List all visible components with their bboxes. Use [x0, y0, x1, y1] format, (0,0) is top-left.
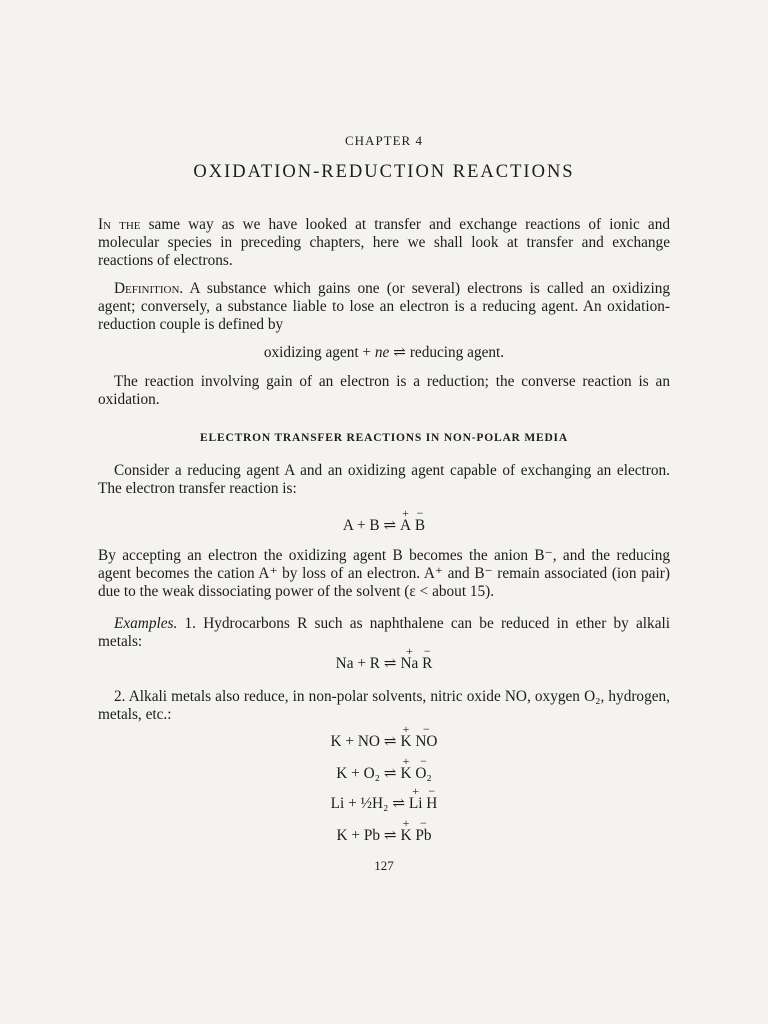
minus-charge-mark: −	[420, 816, 427, 830]
intro-lead: In the	[98, 216, 141, 233]
plus-charge-mark: +	[402, 506, 409, 520]
equation-k-pb-anion-symbol: Pb	[415, 827, 432, 844]
equation-k-pb-cation-symbol: K	[400, 827, 412, 844]
equation-li-h-anion	[426, 784, 438, 813]
page-number: 127	[374, 858, 394, 873]
equation-a-b-cation	[400, 506, 412, 535]
equation-k-o2-cation	[400, 754, 412, 783]
equation-k-no-cation	[400, 722, 412, 751]
equation-k-o2	[0, 754, 768, 783]
equation-a-b-cation-symbol: A	[400, 517, 412, 534]
reaction-paragraph: The reaction involving gain of an electron is a reduction; the converse reaction is an oxidation.	[98, 373, 670, 408]
equation-li-h-anion-symbol: H	[426, 795, 438, 812]
equation-na-r-cation-symbol: Na	[400, 655, 419, 672]
equation-k-o2-anion	[415, 754, 432, 783]
equation-k-o2-cation-symbol: K	[400, 765, 412, 782]
equation-na-r-anion	[422, 644, 433, 673]
examples-paragraph	[98, 615, 670, 651]
equation-li-h	[0, 784, 768, 813]
chapter-label: CHAPTER 4	[345, 133, 423, 148]
minus-charge-mark: −	[423, 644, 431, 658]
minus-charge-mark: −	[416, 506, 424, 520]
plus-charge-mark: +	[402, 722, 410, 736]
minus-charge-mark: −	[428, 784, 436, 798]
equation-k-no-anion-symbol: NO	[415, 733, 438, 750]
couple-equation-right: reducing agent.	[409, 344, 505, 361]
equation-a-b-anion	[414, 506, 426, 535]
equation-li-h-lhs: Li + ½H₂ ⇌	[330, 795, 409, 812]
plus-charge-mark: +	[412, 784, 420, 798]
equation-a-b	[0, 506, 768, 535]
consider-paragraph: Consider a reducing agent A and an oxidizing agent capable of exchanging an electron. The electron transfer reaction is:	[98, 462, 670, 497]
minus-charge-mark: −	[422, 722, 430, 736]
plus-charge-mark: +	[405, 644, 413, 658]
equation-a-b-lhs: A + B ⇌	[342, 517, 401, 534]
chapter-title: OXIDATION-REDUCTION REACTIONS	[193, 162, 575, 182]
intro-paragraph	[98, 216, 670, 270]
equation-li-h-cation	[408, 784, 423, 813]
definition-paragraph	[98, 280, 670, 334]
equation-na-r-lhs: Na + R ⇌	[335, 655, 401, 672]
equation-na-r	[0, 644, 768, 673]
section-heading: ELECTRON TRANSFER REACTIONS IN NON-POLAR MEDIA	[200, 432, 568, 444]
equation-na-r-cation	[400, 644, 419, 673]
couple-equation	[0, 343, 768, 362]
plus-charge-mark: +	[402, 816, 410, 830]
equation-k-no	[0, 722, 768, 751]
equation-k-no-lhs: K + NO ⇌	[330, 733, 401, 750]
equation-a-b-anion-symbol: B	[414, 517, 426, 534]
equation-na-r-anion-symbol: R	[422, 655, 433, 672]
examples-text: 1. Hydrocarbons R such as naphthalene can be reduced in ether by alkali metals:	[98, 615, 670, 650]
minus-charge-mark: −	[420, 754, 427, 768]
accepting-paragraph: By accepting an electron the oxidizing agent B becomes the anion B⁻, and the reducing agent becomes the cation A⁺ by loss of an electron. A⁺ and B⁻ remain associated (ion pair) due to the weak dissociating power of the solvent (ε < about 15).	[98, 547, 670, 600]
equation-k-pb	[0, 816, 768, 845]
couple-equation-left: oxidizing agent +	[263, 344, 375, 361]
couple-equation-ne: ne	[374, 344, 390, 361]
equation-li-h-cation-symbol: Li	[408, 795, 423, 812]
couple-equation-arrow: ⇌	[389, 344, 410, 361]
plus-charge-mark: +	[402, 754, 410, 768]
equation-k-o2-lhs: K + O₂ ⇌	[336, 765, 401, 782]
examples-lead: Examples.	[114, 615, 178, 632]
definition-text: A substance which gains one (or several) electrons is called an oxidizing agent; conversely, a substance liable to lose an electron is a reducing agent. An oxidation-reduction couple is defined by	[98, 280, 670, 333]
definition-lead: Definition.	[114, 280, 184, 297]
equation-k-no-cation-symbol: K	[400, 733, 412, 750]
equation-k-no-anion	[415, 722, 438, 751]
intro-text: same way as we have looked at transfer and exchange reactions of ionic and molecular species in preceding chapters, here we shall look at transfer and exchange reactions of electrons.	[98, 216, 670, 269]
equation-k-o2-anion-symbol: O₂	[415, 765, 432, 782]
equation-k-pb-anion	[415, 816, 432, 845]
equation-k-pb-cation	[400, 816, 412, 845]
alkali-paragraph: 2. Alkali metals also reduce, in non-polar solvents, nitric oxide NO, oxygen O₂, hydrogen, metals, etc.:	[98, 688, 670, 723]
equation-k-pb-lhs: K + Pb ⇌	[336, 827, 401, 844]
